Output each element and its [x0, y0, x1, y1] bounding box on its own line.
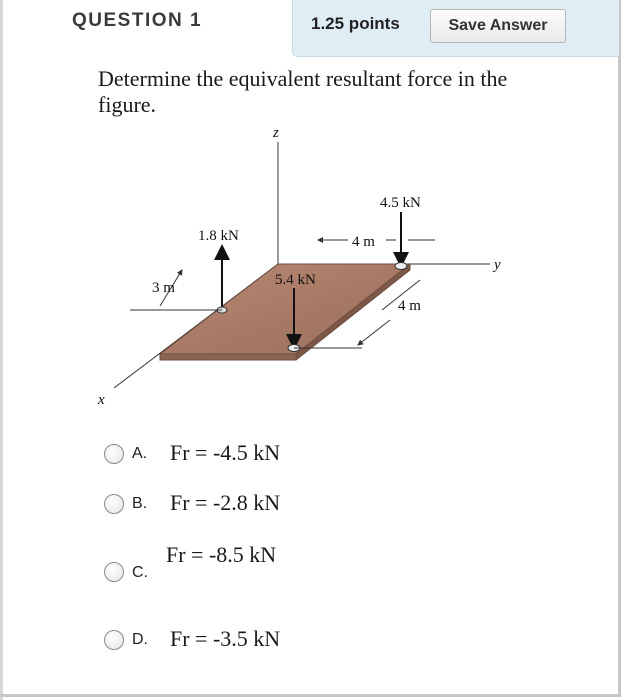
- radio-a[interactable]: [104, 444, 124, 464]
- dim-line-4m-side-b: [358, 320, 390, 345]
- force-label-4-5: 4.5 kN: [380, 195, 421, 211]
- points-label: 1.25 points: [311, 14, 400, 33]
- plate-edge-front: [160, 354, 296, 360]
- option-c-text: Fr = -8.5 kN: [166, 542, 277, 567]
- option-b-letter: B.: [132, 495, 148, 512]
- point-4-5: [395, 263, 407, 270]
- radio-d[interactable]: [104, 630, 124, 650]
- dim-label-3m: 3 m: [152, 280, 175, 296]
- axis-label-x: x: [98, 392, 105, 408]
- option-d-text: Fr = -3.5 kN: [170, 626, 281, 651]
- question-title: QUESTION 1: [72, 10, 203, 31]
- save-answer-button[interactable]: Save Answer: [430, 9, 566, 43]
- option-a-letter: A.: [132, 445, 148, 462]
- option-c-letter: C.: [132, 564, 148, 581]
- option-a-text: Fr = -4.5 kN: [170, 440, 281, 465]
- option-b-text: Fr = -2.8 kN: [170, 490, 281, 515]
- axis-label-y: y: [494, 257, 501, 273]
- dim-label-4m-top: 4 m: [352, 234, 375, 250]
- question-prompt: Determine the equivalent resultant force in the figure.: [98, 66, 508, 117]
- points-header: [292, 0, 619, 57]
- force-diagram: [90, 120, 530, 420]
- radio-b[interactable]: [104, 494, 124, 514]
- option-d-letter: D.: [132, 631, 148, 648]
- radio-c[interactable]: [104, 562, 124, 582]
- dim-label-4m-side: 4 m: [398, 298, 421, 314]
- axis-label-z: z: [273, 125, 279, 141]
- force-label-5-4: 5.4 kN: [275, 272, 316, 288]
- force-label-1-8: 1.8 kN: [198, 228, 239, 244]
